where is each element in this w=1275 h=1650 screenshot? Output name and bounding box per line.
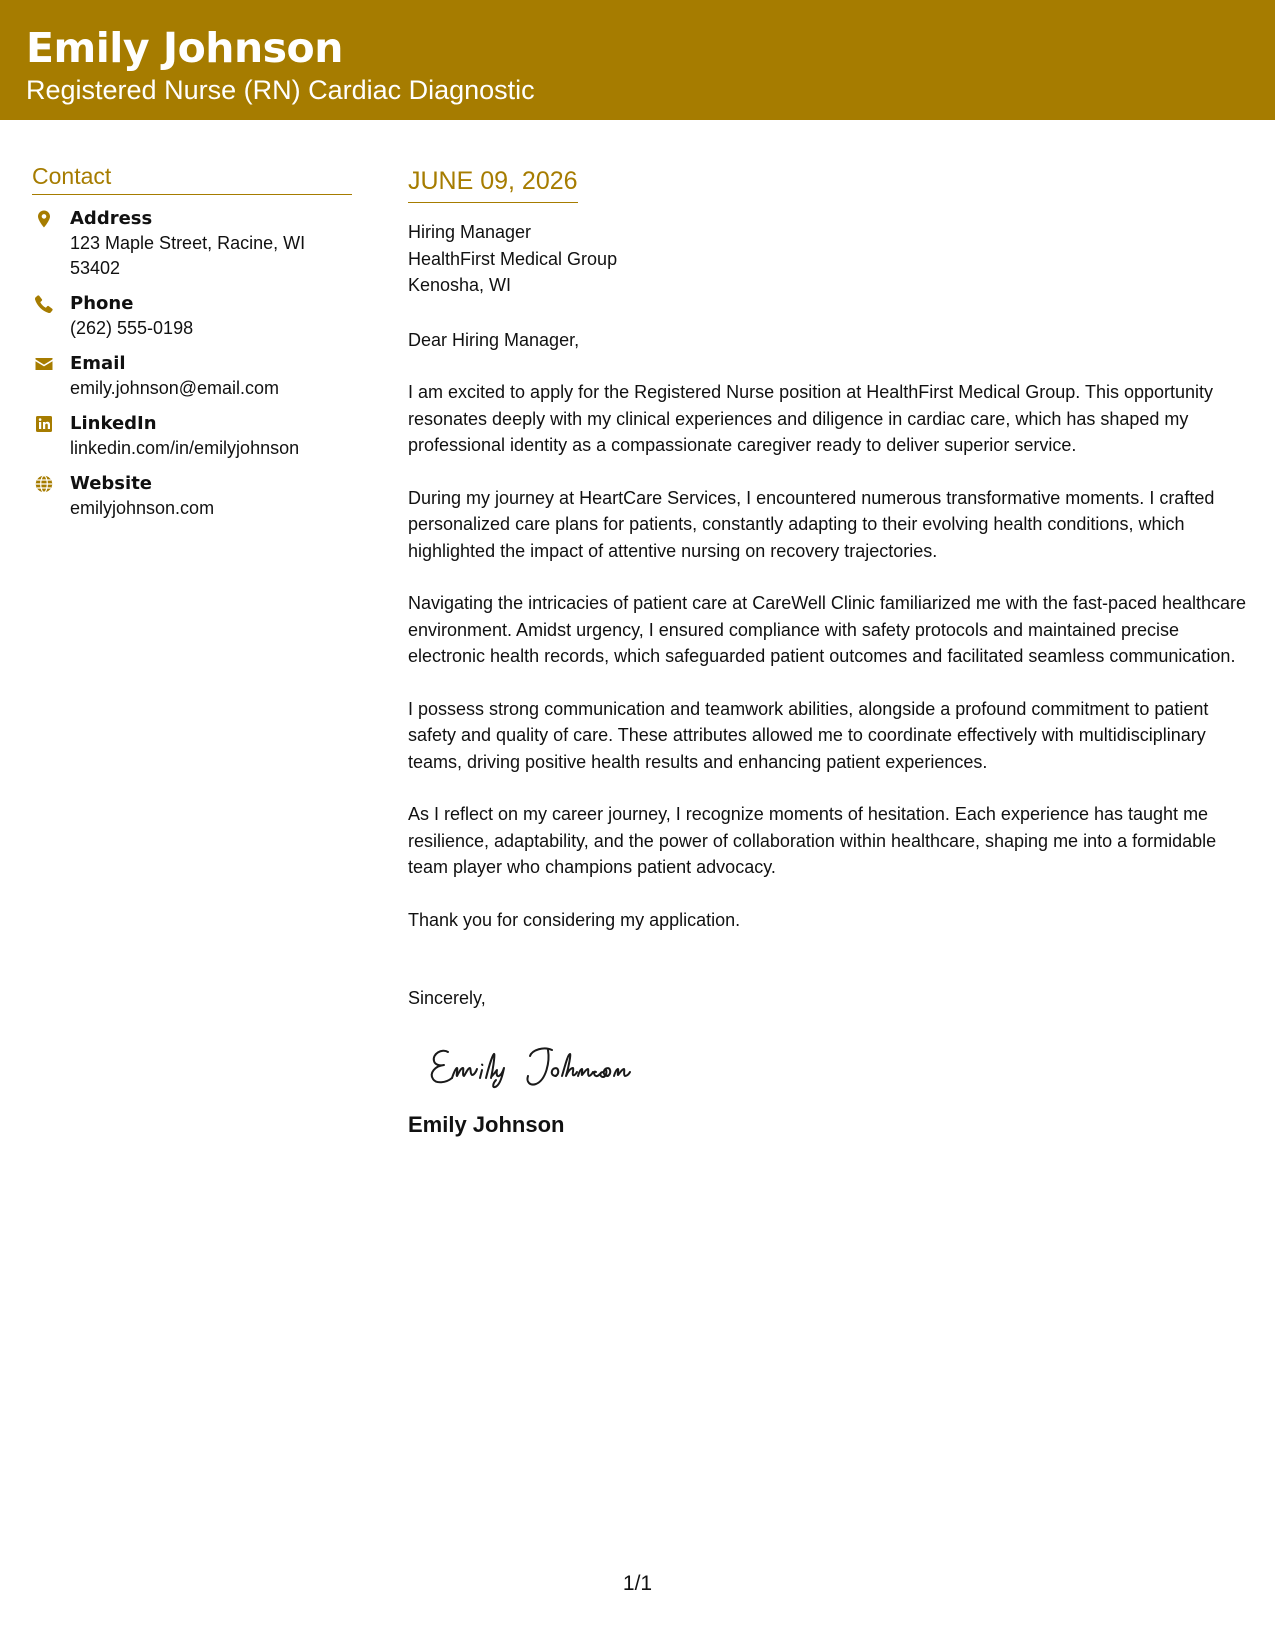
contact-label: Website xyxy=(70,473,153,494)
letter-date: JUNE 09, 2026 xyxy=(408,164,578,203)
contact-value: linkedin.com/in/emilyjohnson xyxy=(70,438,300,458)
handwritten-signature xyxy=(424,1036,664,1096)
contact-item-phone xyxy=(32,292,352,341)
contact-value: emily.johnson@email.com xyxy=(70,378,280,398)
applicant-name: Emily Johnson xyxy=(26,24,343,72)
letter-body xyxy=(408,164,1258,1140)
contact-item-website xyxy=(32,472,352,521)
recipient-block xyxy=(408,219,1258,299)
contact-list xyxy=(32,207,352,521)
signoff: Sincerely, xyxy=(408,988,486,1008)
recipient-line: HealthFirst Medical Group xyxy=(408,248,618,269)
letter-paragraph: During my journey at HeartCare Services, I encountered numerous transformative moments. I crafted personalized care plans for patients, constantly adapting to their evolving health conditions, which highlighted the impact of attentive nursing on recovery trajectories. xyxy=(408,487,1215,561)
contact-section-title: Contact xyxy=(32,160,352,195)
contact-value: (262) 555-0198 xyxy=(70,318,194,338)
map-marker-icon xyxy=(34,209,54,229)
recipient-line: Hiring Manager xyxy=(408,222,532,242)
contact-item-address xyxy=(32,207,352,281)
contact-label: Email xyxy=(70,353,126,374)
contact-item-linkedin xyxy=(32,412,352,461)
header-banner xyxy=(0,0,1275,120)
signed-name: Emily Johnson xyxy=(408,1111,565,1137)
contact-label: Address xyxy=(70,208,153,229)
envelope-icon xyxy=(34,354,54,374)
contact-value: emilyjohnson.com xyxy=(70,498,215,518)
contact-label: Phone xyxy=(70,293,134,314)
letter-paragraph: Navigating the intricacies of patient care at CareWell Clinic familiarized me with the fast-paced healthcare environment. Amidst urgency, I ensured compliance with safety protocols and maintained precise electronic health records, which safeguarded patient outcomes and facilitated seamless communication. xyxy=(408,593,1247,666)
page-number: 1/1 xyxy=(622,1572,653,1595)
contact-sidebar xyxy=(32,160,352,532)
letter-paragraph: I am excited to apply for the Registered Nurse position at HealthFirst Medical Group. This opportunity resonates deeply with my clinical experiences and diligence in cardiac care, which has shaped my professional identity as a compassionate caregiver ready to deliver superior service. xyxy=(408,382,1214,455)
applicant-title: Registered Nurse (RN) Cardiac Diagnostic xyxy=(26,75,535,105)
contact-value: 123 Maple Street, Racine, WI 53402 xyxy=(70,233,306,278)
phone-icon xyxy=(34,294,54,314)
salutation: Dear Hiring Manager, xyxy=(408,329,580,350)
recipient-line: Kenosha, WI xyxy=(408,275,512,295)
letter-paragraph: As I reflect on my career journey, I recognize moments of hesitation. Each experience has taught me resilience, adaptability, and the power of collaboration within healthcare, shaping me into a formidable team player who champions patient advocacy. xyxy=(408,804,1217,877)
contact-item-email xyxy=(32,352,352,401)
contact-label: LinkedIn xyxy=(70,413,157,434)
globe-icon xyxy=(34,474,54,494)
closing-line: Thank you for considering my application. xyxy=(408,909,741,930)
linkedin-icon xyxy=(34,414,54,434)
letter-paragraph: I possess strong communication and teamwork abilities, alongside a profound commitment to patient safety and quality of care. These attributes allowed me to coordinate effectively with multidisciplinary teams, driving positive health results and enhancing patient experiences. xyxy=(408,698,1209,772)
